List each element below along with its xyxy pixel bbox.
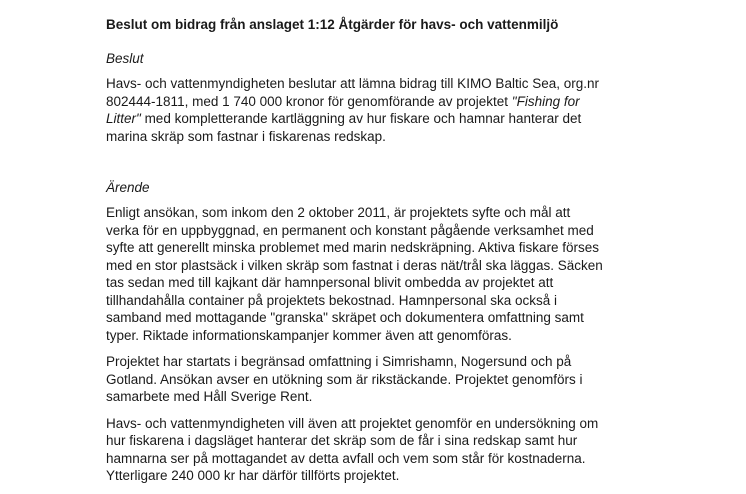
project-name-italic: Litter"	[106, 111, 141, 126]
project-name-italic: "Fishing for	[511, 93, 580, 109]
beslut-paragraph	[106, 75, 736, 145]
section-spacer	[106, 154, 736, 179]
text-line: med en stor plastsäck i vilken skräp som fastnat i deras nät/trål ska läggas. Säcken	[106, 257, 603, 273]
section-heading-arende: Ärende	[106, 180, 150, 195]
text-line: Gotland. Ansökan avser en utökning som är rikstäckande. Projektet genomförs i	[106, 371, 583, 387]
text-line: verka för en uppbyggnad, en permanent och konstant pågående verksamhet med	[106, 222, 594, 238]
text-line: Havs- och vattenmyndigheten beslutar att lämna bidrag till KIMO Baltic Sea, org.nr	[106, 76, 599, 91]
text-line: typer. Riktade informationskampanjer kommer även att genomföras.	[106, 327, 512, 343]
document-title: Beslut om bidrag från anslaget 1:12 Åtgärder för havs- och vattenmiljö	[106, 17, 559, 32]
document-body	[106, 16, 736, 494]
text-line: tas sedan med till kajkant där hamnpersonal blivit ombedda av projektet att	[106, 275, 554, 290]
arende-paragraph-2	[106, 353, 736, 406]
text-line	[106, 110, 736, 128]
text-span: med kompletterande kartläggning av hur fiskare och hamnar hanterar det	[140, 111, 582, 126]
text-span: 802444-1811, med 1 740 000 kronor för genomförande av projektet	[106, 93, 512, 109]
text-line: syfte att generellt minska problemet med marin nedskräpning. Aktiva fiskare förses	[106, 240, 599, 255]
text-line: hamnarna ser på mottagandet av detta avfall och vem som står för kostnaderna.	[106, 450, 586, 466]
text-line	[106, 93, 736, 111]
text-line: Enligt ansökan, som inkom den 2 oktober 2011, är projektets syfte och mål att	[106, 205, 571, 220]
text-line: Havs- och vattenmyndigheten vill även att projektet genomför en undersökning om	[106, 415, 599, 431]
text-line: samband med mottagande "granska" skräpet och dokumentera omfattning samt	[106, 310, 584, 325]
text-line: Projektet har startats i begränsad omfattning i Simrishamn, Nogersund och på	[106, 354, 572, 369]
text-line: hur fiskarena i dagsläget hanterar det skräp som de får i sina redskap samt hur	[106, 433, 578, 448]
text-line: Ytterligare 240 000 kr har därför tillförts projektet.	[106, 468, 400, 483]
section-heading-beslut: Beslut	[106, 51, 144, 66]
text-line: tillhandahålla container på projektets bekostnad. Hamnpersonal ska också i	[106, 292, 558, 308]
text-line: samarbete med Håll Sverige Rent.	[106, 389, 313, 404]
arende-paragraph-3	[106, 415, 736, 485]
text-line: marina skräp som fastnar i fiskarenas redskap.	[106, 128, 386, 144]
arende-paragraph-1	[106, 204, 736, 344]
